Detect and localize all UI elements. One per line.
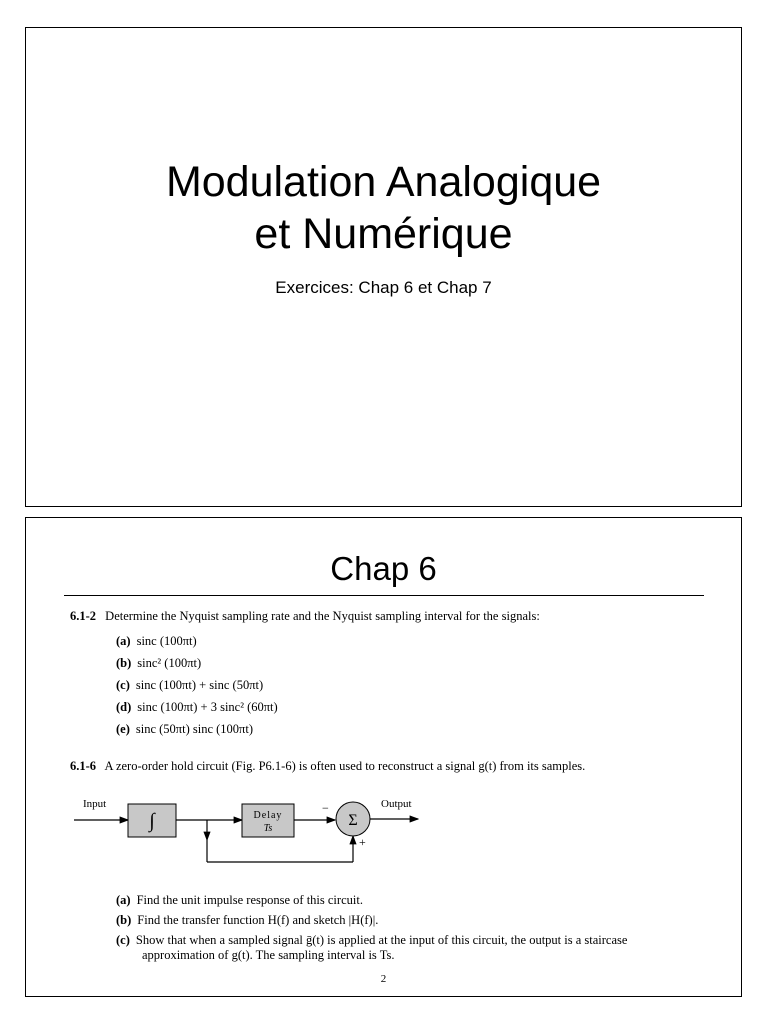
problem-text: A zero-order hold circuit (Fig. P6.1-6) is often used to reconstruct a signal g(t) from its samples. [104, 759, 586, 773]
list-item [116, 678, 263, 693]
sigma-icon: Σ [348, 812, 358, 829]
list-item [116, 913, 676, 928]
delay-label: Delay [253, 810, 283, 821]
item-text: sinc (100πt) + 3 sinc² (60πt) [137, 700, 278, 714]
slide-title: Chap 6 [330, 550, 437, 587]
item-label: (d) [116, 700, 132, 714]
item-text: sinc (100πt) [136, 634, 197, 648]
item-text: sinc (100πt) + sinc (50πt) [135, 678, 264, 692]
chap6-slide [25, 517, 742, 997]
problem-number: 6.1-2 [70, 609, 97, 623]
integral-icon: ∫ [149, 810, 155, 832]
list-item [116, 634, 197, 649]
list-item [116, 893, 676, 908]
title-divider [64, 595, 704, 596]
item-label: (b) [116, 656, 132, 670]
item-label: (e) [116, 722, 130, 736]
item-label: (a) [116, 893, 131, 907]
problem-number: 6.1-6 [70, 759, 97, 773]
problem-6-1-6 [70, 759, 585, 774]
item-label: (b) [116, 913, 132, 927]
item-text: Find the unit impulse response of this circuit. [136, 893, 363, 907]
title-line-2: et Numérique [254, 210, 513, 258]
minus-sign: − [322, 801, 329, 815]
delay-param: Ts [263, 823, 273, 834]
list-item [116, 700, 278, 715]
item-text: Find the transfer function H(f) and sketch |H(f)|. [137, 913, 379, 927]
presentation-title [26, 156, 741, 260]
list-item [116, 722, 253, 737]
zero-order-hold-diagram [66, 790, 466, 872]
list-item [116, 656, 201, 671]
plus-sign: + [359, 835, 366, 849]
output-label: Output [381, 798, 412, 810]
title-line-1: Modulation Analogique [165, 158, 602, 206]
item-text: Show that when a sampled signal ḡ(t) is applied at the input of this circuit, the output is a staircase approximation of g(t). The sampling interval is Ts. [135, 933, 628, 962]
item-label: (c) [116, 678, 130, 692]
item-label: (c) [116, 933, 130, 947]
list-item [116, 933, 676, 963]
problem-text: Determine the Nyquist sampling rate and the Nyquist sampling interval for the signals: [105, 609, 540, 623]
problem-6-1-2 [70, 609, 540, 624]
title-slide [25, 27, 742, 507]
item-label: (a) [116, 634, 131, 648]
input-label: Input [83, 798, 107, 810]
presentation-subtitle: Exercices: Chap 6 et Chap 7 [275, 278, 492, 297]
page-number: 2 [380, 973, 387, 985]
item-text: sinc² (100πt) [137, 656, 202, 670]
item-text: sinc (50πt) sinc (100πt) [135, 722, 253, 736]
